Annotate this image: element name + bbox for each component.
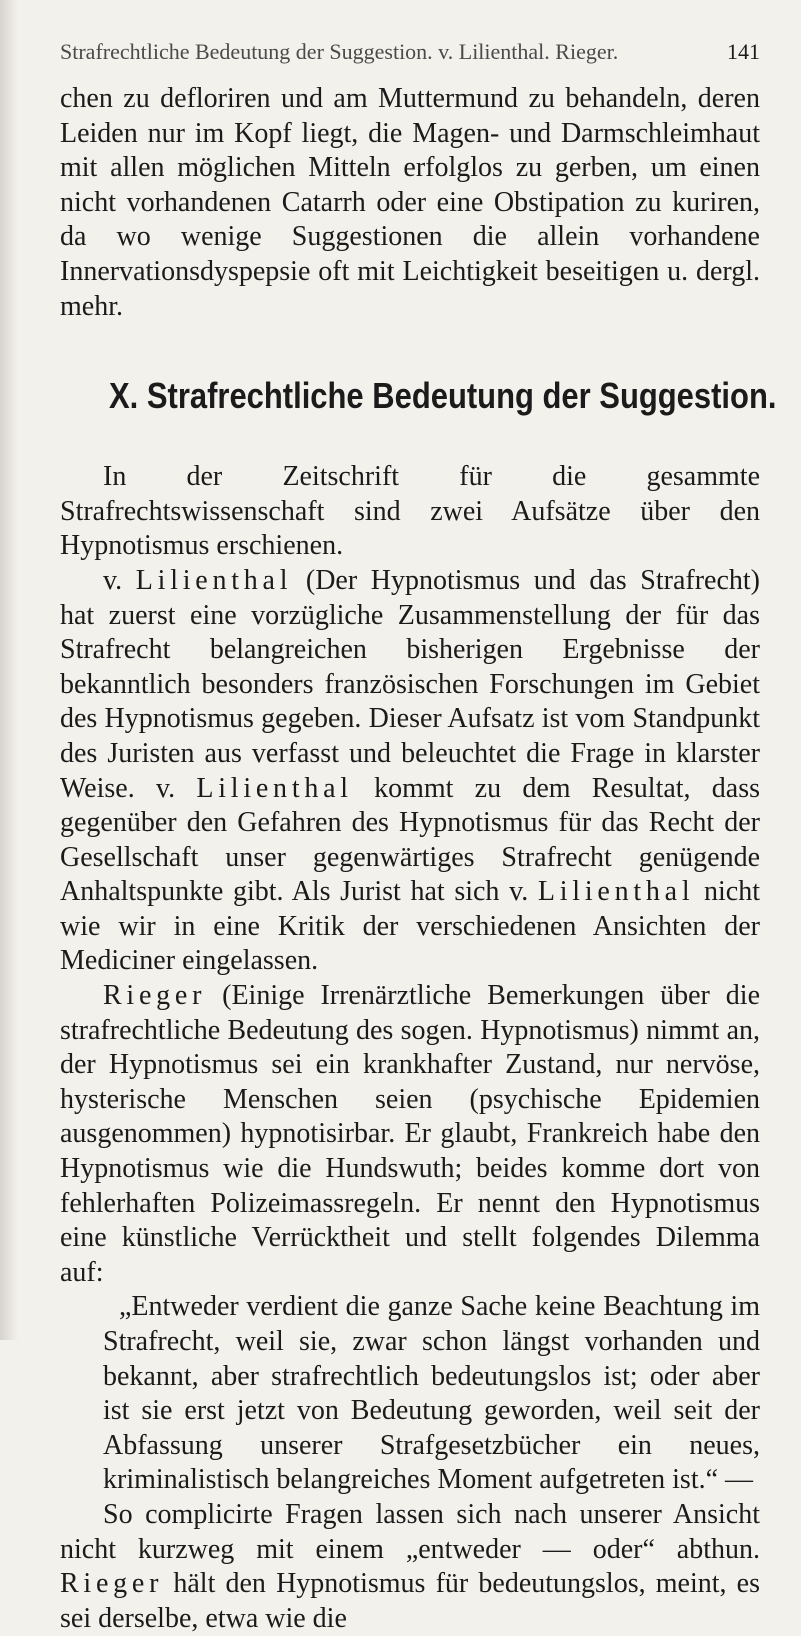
running-header [60, 38, 760, 66]
section-heading: X. Strafrechtliche Bedeutung der Suggestion. [109, 375, 777, 417]
paragraph-text: (Einige Irrenärztliche Bemerkungen über die strafrechtliche Bedeutung des sogen. Hypnotismus) nimmt an, der Hypnotismus sei ein krankhafter Zustand, nur nervöse, hysterische Menschen seien (psychische Epidemien ausgenommen) hypnotisirbar. Er glaubt, Frankreich habe den Hypnotismus wie die Hundswuth; beides komme dort von fehlerhaften Polizeimassregeln. Er nennt den Hypnotismus eine künstliche Verrücktheit und stellt folgendes Dilemma auf: [60, 980, 760, 1288]
paragraph-text: nicht wie wir in eine Kritik der verschiedenen Ansichten der Mediciner eingelassen. [60, 876, 761, 977]
page-body [60, 82, 777, 1636]
page-number: 141 [727, 39, 760, 64]
block-quote: „Entweder verdient die ganze Sache keine Beachtung im Strafrecht, weil sie, zwar schon längst vorhanden und bekannt, aber strafrechtlich bedeutungslos ist; oder aber ist sie erst jetzt von Bedeutung geworden, weil seit der Abfassung unserer Strafgesetzbücher ein neues, kriminalistisch belangreiches Moment aufgetreten ist.“ — [103, 1291, 760, 1496]
page-gutter-shadow [0, 0, 18, 1340]
paragraph-text: hält den Hypnotismus für bedeutungslos, meint, es sei derselbe, etwa wie die [60, 1568, 760, 1634]
author-name-rieger: Rieger [103, 980, 207, 1012]
running-title: Strafrechtliche Bedeutung der Suggestion. v. Lilienthal. Rieger. [60, 39, 619, 64]
prefix-v: v. [103, 564, 123, 596]
author-name-lilienthal: Lilienthal [537, 876, 695, 908]
paragraph-text: So complicirte Fragen lassen sich nach unserer Ansicht nicht kurzweg mit einem „entweder — oder“ abthun. [60, 1498, 760, 1565]
paragraph-text: (Der Hypnotismus und das Strafrecht) hat zuerst eine vorzügliche Zusammenstellung der für das Strafrecht belangreichen bisherigen Ergebnisse der bekanntlich besonders französischen Forschungen im Gebiet des Hypnotismus gegeben. Dieser Aufsatz ist vom Standpunkt des Juristen aus verfasst und beleuchtet die Frage in klarster Weise. v. [60, 564, 760, 804]
paragraph-text: kommt zu dem Resultat, dass gegenüber den Gefahren des Hypnotismus für das Recht der Gesellschaft unser gegenwärtiges Strafrecht genügende Anhaltspunkte gibt. Als Jurist hat sich v. [60, 772, 761, 908]
author-name-lilienthal: Lilienthal [135, 564, 293, 596]
paragraph-rieger [60, 979, 760, 1290]
author-name-rieger: Rieger [60, 1568, 164, 1600]
paragraph-lilienthal [60, 564, 760, 979]
paragraph-zeitschrift: In der Zeitschrift für die gesammte Strafrechtswissenschaft sind zwei Aufsätze über den Hypnotismus erschienen. [60, 461, 760, 562]
paragraph-conclusion [60, 1498, 760, 1636]
author-name-lilienthal: Lilienthal [196, 772, 353, 804]
intro-paragraph: chen zu defloriren und am Muttermund zu behandeln, deren Leiden nur im Kopf liegt, die Magen- und Darmschleimhaut mit allen möglichen Mitteln erfolglos zu gerben, um einen nicht vorhandenen Catarrh oder eine Obstipation zu kuriren, da wo wenige Suggestionen die allein vorhandene Innervationsdyspepsie oft mit Leichtigkeit beseitigen u. dergl. mehr. [60, 83, 760, 322]
